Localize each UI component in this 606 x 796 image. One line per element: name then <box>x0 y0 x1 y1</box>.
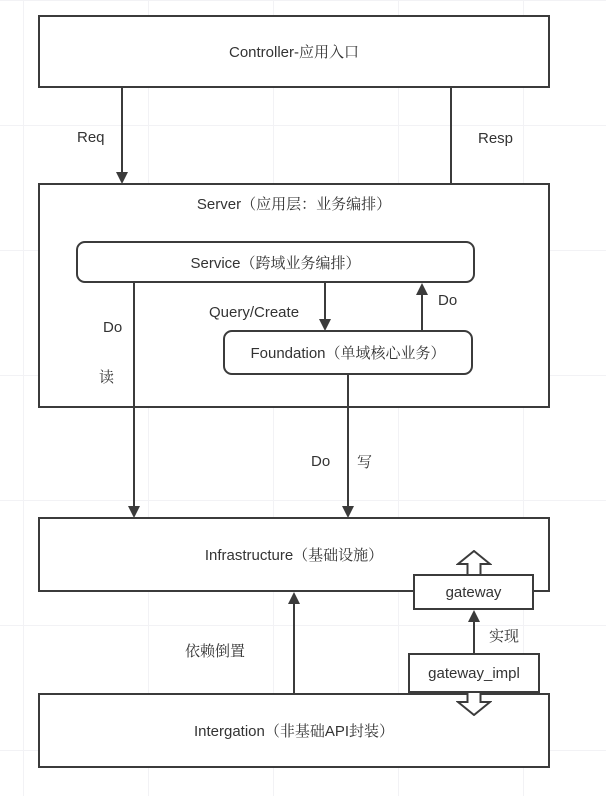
foundation-to-service-line <box>421 293 423 330</box>
gateway-impl-label: gateway_impl <box>428 664 520 682</box>
req-arrow-line <box>121 88 123 173</box>
gateway-impl-to-gateway-line <box>473 620 475 653</box>
gateway-impl-box <box>408 653 540 693</box>
gateway-impl-hollow-down-arrow-icon <box>456 690 492 716</box>
infrastructure-label: Infrastructure（基础设施） <box>204 547 384 564</box>
service-box <box>76 241 475 283</box>
dependency-inversion-label: 依赖倒置 <box>185 643 246 660</box>
foundation-to-infrastructure-line <box>347 375 349 506</box>
service-label: Service（跨域业务编排） <box>190 254 361 272</box>
gateway-impl-to-gateway-arrowhead-icon <box>468 610 480 622</box>
do-read-label: Do <box>103 319 123 336</box>
gateway-hollow-up-arrow-icon <box>456 550 492 576</box>
read-label: 读 <box>99 369 115 386</box>
resp-label: Resp <box>478 130 514 147</box>
foundation-to-service-arrowhead-icon <box>416 283 428 295</box>
intergation-label: Intergation（非基础API封装） <box>193 723 395 740</box>
query-create-label: Query/Create <box>209 304 300 321</box>
server-label: Server（应用层：业务编排） <box>196 196 392 213</box>
req-label: Req <box>77 129 105 146</box>
foundation-box <box>223 330 473 375</box>
implements-label: 实现 <box>489 628 520 645</box>
controller-label: Controller-应用入口 <box>228 44 360 61</box>
do-write-label: Do <box>311 453 331 470</box>
controller-box <box>38 15 550 88</box>
do-up-label: Do <box>438 292 458 309</box>
service-to-infrastructure-line <box>133 283 135 506</box>
gateway-label: gateway <box>445 583 502 601</box>
resp-line <box>450 88 452 195</box>
write-label: 写 <box>357 454 373 471</box>
gateway-box <box>413 574 534 610</box>
intergation-to-infrastructure-arrowhead-icon <box>288 592 300 604</box>
intergation-to-infrastructure-line <box>293 602 295 693</box>
foundation-label: Foundation（单域核心业务） <box>250 345 446 362</box>
query-create-arrow-line <box>324 283 326 320</box>
